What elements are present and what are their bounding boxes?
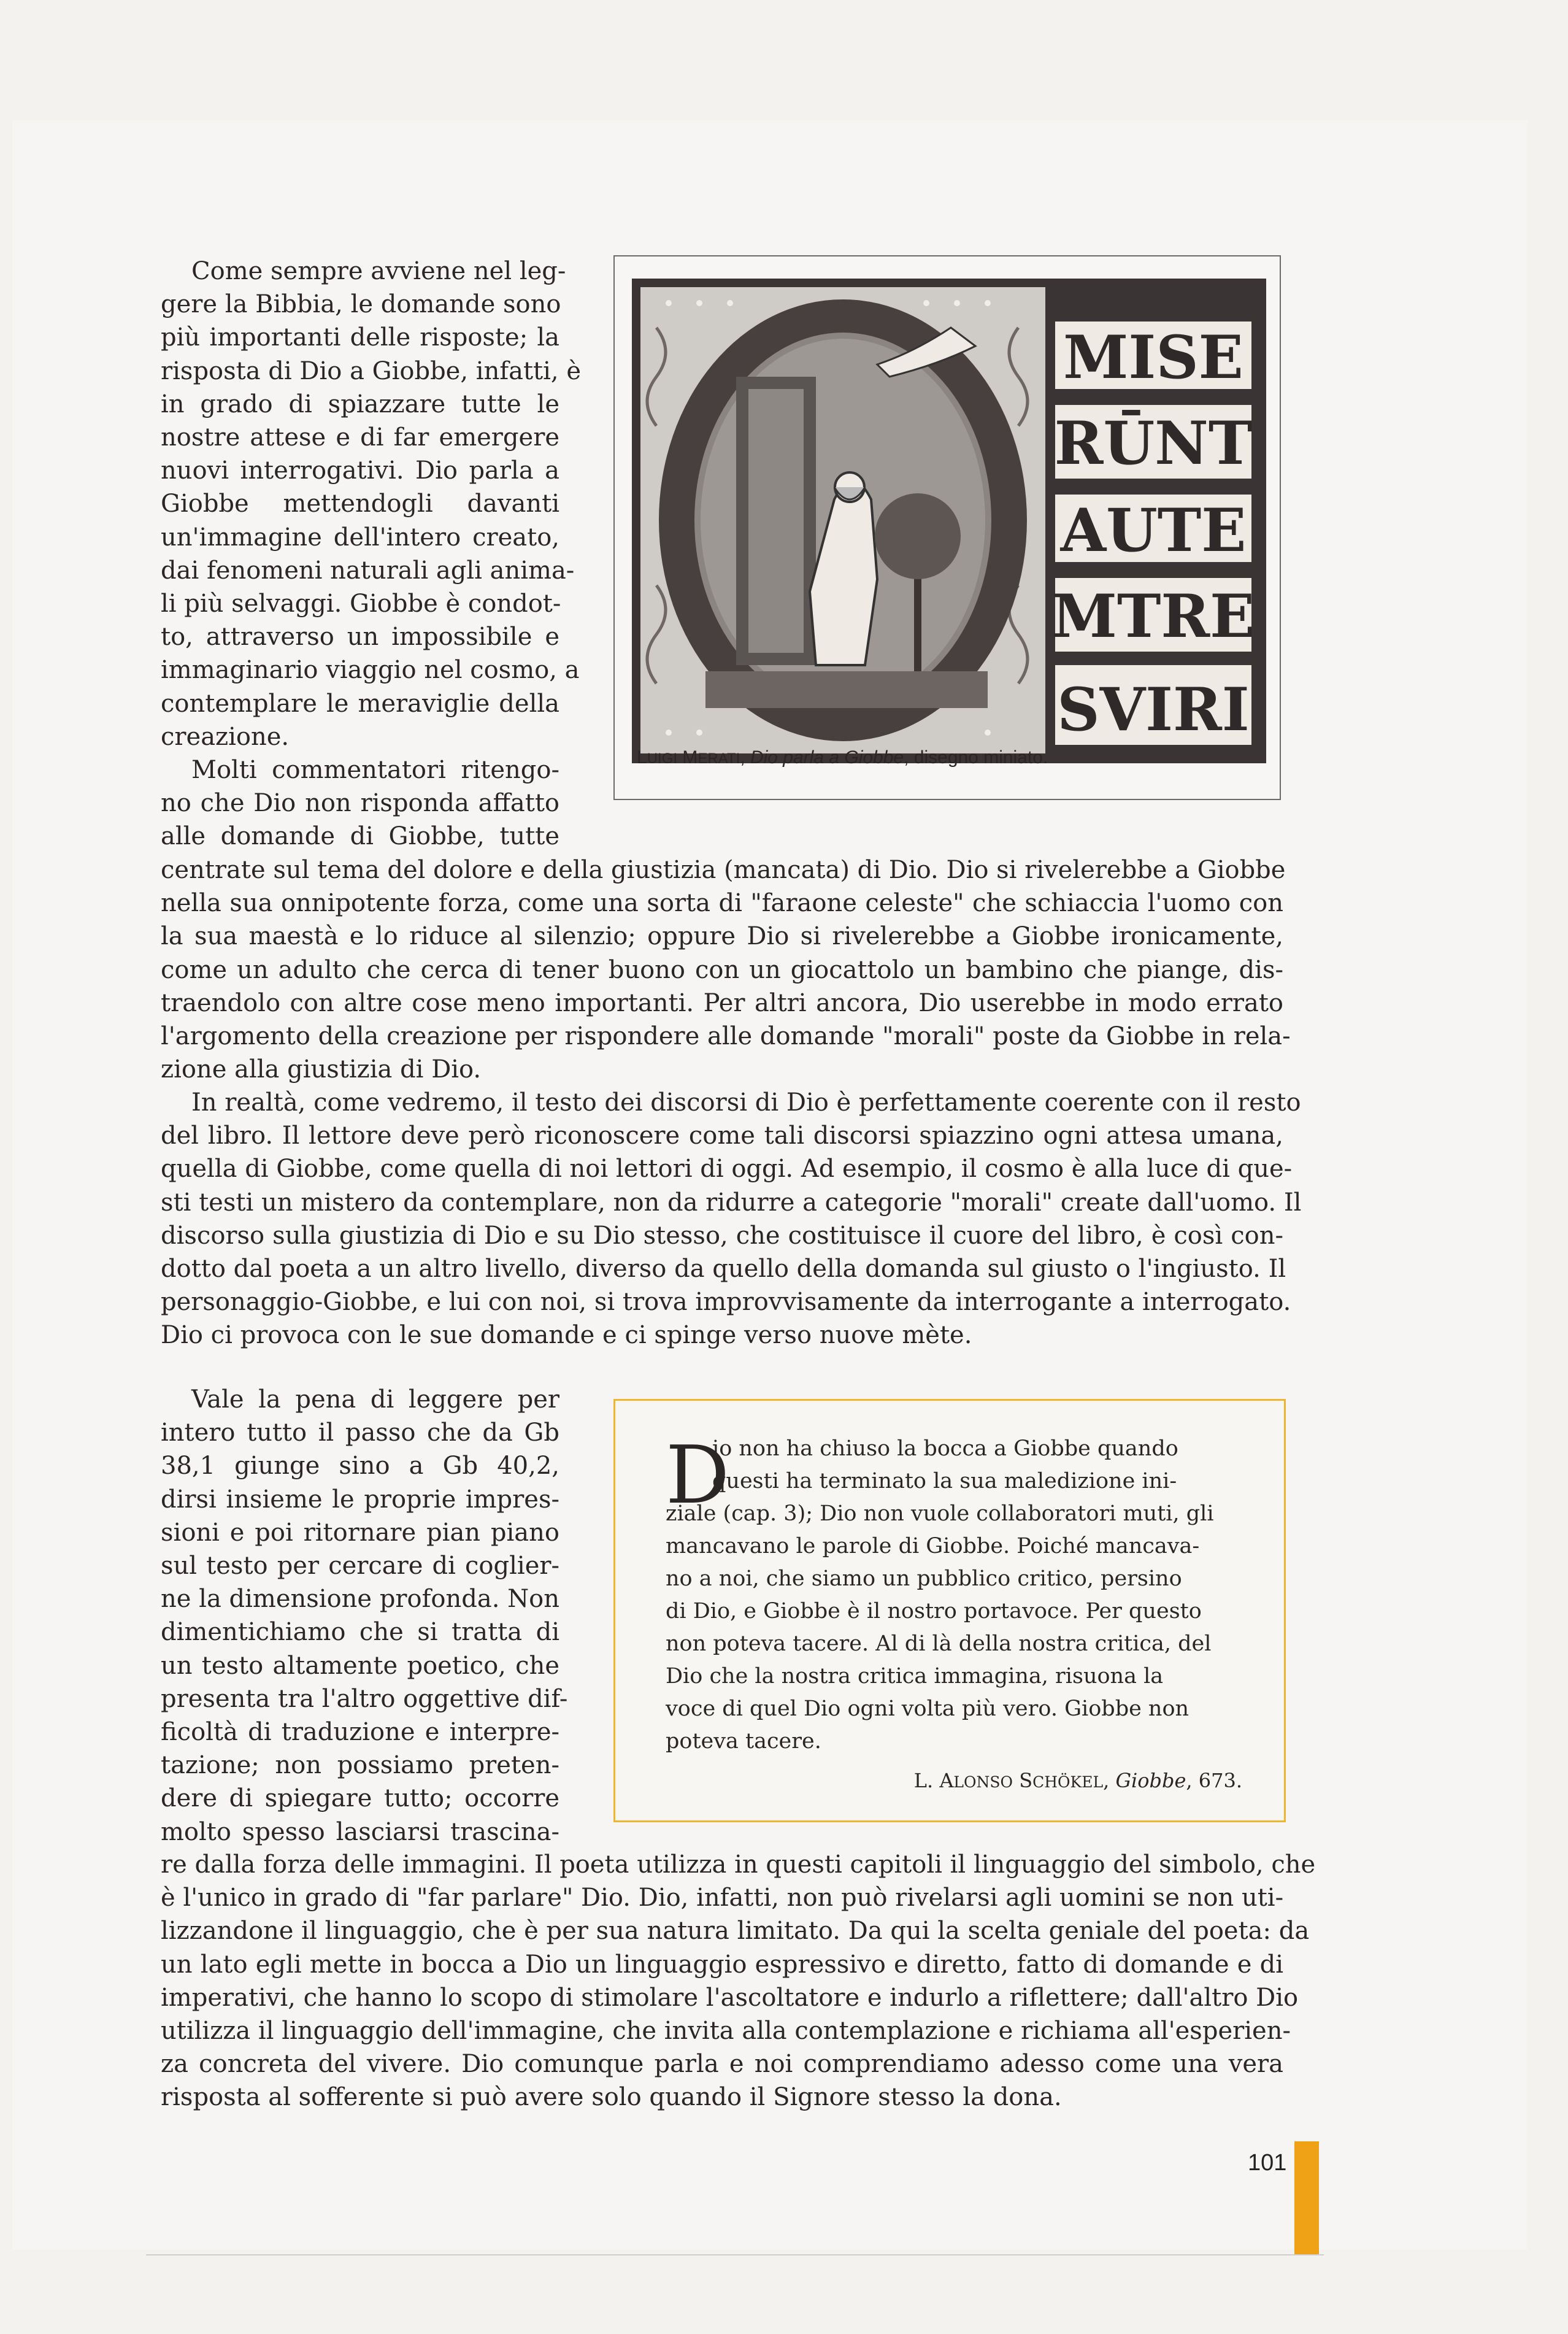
quote-line: Dio che la nostra critica immagina, risuona la [666, 1664, 1164, 1689]
quote-body-lines [666, 1498, 1242, 1758]
figure-caption: LUIGI MERATI, Dio parla a Giobbe, disegno miniato. [637, 747, 1048, 768]
text-line: re dalla forza delle immagini. Il poeta utilizza in questi capitoli il linguaggio del simbolo, che [161, 1851, 1316, 1879]
illuminated-initial-image [632, 279, 1266, 763]
text-line: Molti commentatori ritengo- [191, 756, 559, 785]
quote-source: L. ALONSO SCHÖKEL, Giobbe, 673. [913, 1769, 1242, 1792]
text-line: creazione. [161, 722, 290, 751]
reading-column [161, 1383, 568, 1849]
text-line: presenta tra l'altro oggettive dif- [161, 1684, 568, 1713]
text-line: dotto dal poeta a un altro livello, diverso da quello della domanda sul giusto o l'ingiusto. Il [161, 1255, 1286, 1284]
text-line: l'argomento della creazione per rispondere alle domande "morali" poste da Giobbe in rela- [161, 1022, 1291, 1051]
paragraph-poet [161, 1848, 1316, 2114]
page-edge-tab [1294, 2141, 1319, 2254]
text-line: to, attraverso un impossibile e [161, 623, 559, 652]
text-line: contemplare le meraviglie della [161, 689, 559, 718]
quote-drop-cap: D [666, 1428, 730, 1522]
text-line: risposta di Dio a Giobbe, infatti, è [161, 356, 582, 385]
text-line: Dio ci provoca con le sue domande e ci spinge verso nuove mète. [161, 1321, 972, 1350]
quote-line: voce di quel Dio ogni volta più vero. Giobbe non [666, 1697, 1189, 1721]
text-line: sul testo per cercare di coglier- [161, 1552, 559, 1581]
text-line: immaginario viaggio nel cosmo, a [161, 656, 580, 685]
text-line: personaggio-Giobbe, e lui con noi, si trova improvvisamente da interrogante a interrogato. [161, 1288, 1291, 1317]
text-line: molto spesso lasciarsi trascina- [161, 1817, 559, 1846]
text-line: dimentichiamo che si tratta di [161, 1618, 559, 1647]
text-line: Vale la pena di leggere per [191, 1385, 559, 1414]
text-line: nella sua onnipotente forza, come una sorta di "faraone celeste" che schiaccia l'uomo con [161, 889, 1283, 918]
text-line: dai fenomeni naturali agli anima- [161, 556, 575, 585]
text-line: utilizza il linguaggio dell'immagine, che invita alla contemplazione e richiama all'esperien- [161, 2017, 1291, 2046]
lettering-line-1: MISE [1063, 323, 1243, 392]
text-line: li più selvaggi. Giobbe è condot- [161, 590, 561, 618]
text-line: più importanti delle risposte; la [161, 323, 559, 352]
lettering-line-2: RŪNT [1054, 409, 1253, 478]
bottom-rule [146, 2254, 1324, 2255]
text-line: nuovi interrogativi. Dio parla a [161, 456, 559, 485]
quote-line: ziale (cap. 3); Dio non vuole collaboratori muti, gli [666, 1501, 1214, 1526]
text-line: alle domande di Giobbe, tutte [161, 822, 559, 851]
text-line: quella di Giobbe, come quella di noi lettori di oggi. Ad esempio, il cosmo è alla luce di que- [161, 1155, 1293, 1184]
text-line: dirsi insieme le proprie impres- [161, 1485, 559, 1514]
text-line: un lato egli mette in bocca a Dio un linguaggio espressivo e diretto, fatto di domande e di [161, 1950, 1283, 1979]
text-line: ficoltà di traduzione e interpre- [161, 1718, 559, 1747]
text-line: è l'unico in grado di "far parlare" Dio. Dio, infatti, non può rivelarsi agli uomini se non uti- [161, 1884, 1284, 1912]
text-line: un testo altamente poetico, che [161, 1651, 559, 1680]
text-line: 38,1 giunge sino a Gb 40,2, [161, 1452, 559, 1481]
text-line: in grado di spiazzare tutte le [161, 390, 559, 418]
quote-first-lines [712, 1433, 1242, 1498]
page-number: 101 [1248, 2150, 1287, 2176]
text-line: centrate sul tema del dolore e della giustizia (mancata) di Dio. Dio si rivelerebbe a Giobbe [161, 856, 1286, 884]
illuminated-lettering [1052, 322, 1255, 745]
miniature-figure [613, 255, 1281, 800]
text-line: sti testi un mistero da contemplare, non da ridurre a categorie "morali" create dall'uomo. Il [161, 1188, 1302, 1217]
text-line: In realtà, come vedremo, il testo dei discorsi di Dio è perfettamente coerente con il resto [191, 1088, 1301, 1117]
text-line: za concreta del vivere. Dio comunque parla e noi comprendiamo adesso come una vera [161, 2050, 1283, 2079]
lettering-line-4: MTRE [1051, 582, 1255, 651]
text-line: discorso sulla giustizia di Dio e su Dio stesso, che costituisce il cuore del libro, è così con- [161, 1221, 1283, 1250]
text-line: Giobbe mettendogli davanti [161, 490, 559, 518]
quote-line: io non ha chiuso la bocca a Giobbe quando [712, 1436, 1178, 1461]
quote-line: di Dio, e Giobbe è il nostro portavoce. Per questo [666, 1599, 1202, 1623]
text-line: nostre attese e di far emergere [161, 423, 559, 452]
paragraph-commentators [161, 853, 1291, 1086]
quote-line: questi ha terminato la sua maledizione ini- [712, 1469, 1177, 1493]
intro-column [161, 255, 582, 853]
quote-line: poteva tacere. [666, 1729, 821, 1754]
quote-line: no a noi, che siamo un pubblico critico, persino [666, 1566, 1182, 1591]
text-line: ne la dimensione profonda. Non [161, 1585, 559, 1614]
lettering-line-5: SVIRI [1057, 675, 1250, 744]
text-line: un'immagine dell'intero creato, [161, 523, 559, 552]
text-line: intero tutto il passo che da Gb [161, 1419, 559, 1447]
quote-line: non poteva tacere. Al di là della nostra critica, del [666, 1631, 1212, 1656]
text-line: no che Dio non risponda affatto [161, 789, 559, 818]
text-line: dere di spiegare tutto; occorre [161, 1784, 559, 1813]
text-line: come un adulto che cerca di tener buono con un giocattolo un bambino che piange, dis- [161, 955, 1283, 984]
text-line: tazione; non possiamo preten- [161, 1751, 559, 1780]
text-line: imperativi, che hanno lo scopo di stimolare l'ascoltatore e indurlo a riflettere; dall'altro Dio [161, 1983, 1299, 2012]
quote-box [613, 1399, 1286, 1822]
text-line: del libro. Il lettore deve però riconoscere come tali discorsi spiazzino ogni attesa umana, [161, 1122, 1283, 1150]
text-line: Come sempre avviene nel leg- [191, 257, 566, 285]
quote-line: mancavano le parole di Giobbe. Poiché mancava- [666, 1534, 1200, 1558]
text-line: traendolo con altre cose meno importanti. Per altri ancora, Dio userebbe in modo errato [161, 988, 1283, 1017]
text-line: lizzandone il linguaggio, che è per sua natura limitato. Da qui la scelta geniale del poeta: da [161, 1917, 1310, 1946]
text-line: la sua maestà e lo riduce al silenzio; oppure Dio si rivelerebbe a Giobbe ironicamente, [161, 922, 1283, 951]
lettering-line-3: AUTE [1060, 496, 1247, 565]
text-line: zione alla giustizia di Dio. [161, 1055, 482, 1084]
paragraph-in-reality [161, 1086, 1302, 1352]
text-line: gere la Bibbia, le domande sono [161, 290, 561, 319]
text-line: sioni e poi ritornare pian piano [161, 1518, 559, 1547]
text-line: risposta al sofferente si può avere solo quando il Signore stesso la dona. [161, 2083, 1062, 2112]
